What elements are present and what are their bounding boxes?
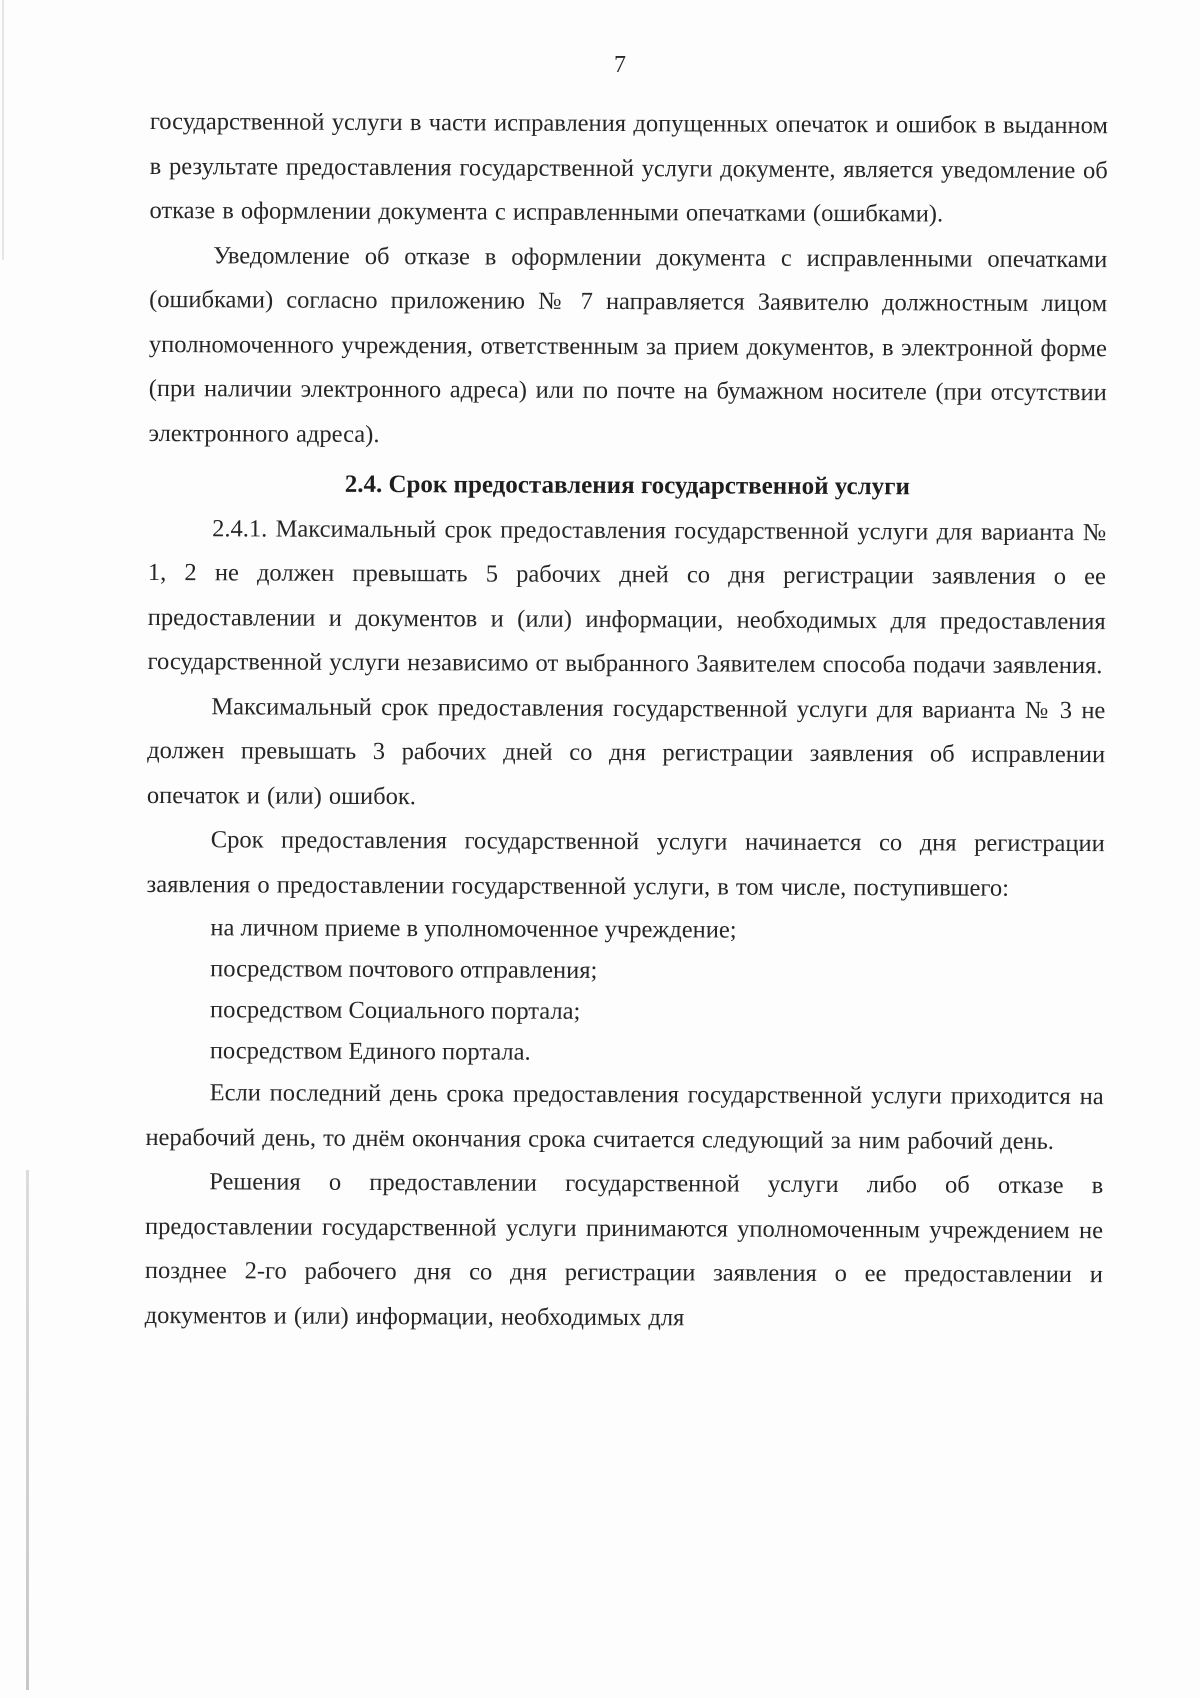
scan-edge-shadow-top xyxy=(2,0,4,260)
section-heading: 2.4. Срок предоставления государственной услуги xyxy=(344,470,910,501)
paragraph-decision-deadline: Решения о предоставлении государственной услуги либо об отказе в предоставлении государственной услуги принимаются уполномоченным учреждением не позднее 2-го рабочего дня со дня регистрации заявления о ее предоставлении и документов и (или) информации, необходимых для xyxy=(144,1168,1104,1331)
paragraph-non-working-day: Если последний день срока предоставления государственной услуги приходится на нерабочий день, то днём окончания срока считается следующий за ним рабочий день. xyxy=(145,1079,1104,1155)
list-item: посредством почтового отправления; xyxy=(210,955,598,984)
paragraph-term-start: Срок предоставления государственной услуги начинается со дня регистрации заявления о предоставлении государственной услуги, в том числе, поступившего: xyxy=(146,826,1105,902)
scan-edge-shadow xyxy=(26,1170,29,1690)
list-item: посредством Социального портала; xyxy=(209,996,581,1025)
page-number: 7 xyxy=(614,52,626,78)
paragraph-result-notice: государственной услуги в части исправления допущенных опечаток и ошибок в выданном в результате предоставления государственной услуги документе, является уведомление об отказе в оформлении документа с исправленными опечатками (ошибками). xyxy=(149,107,1108,228)
list-item: на личном приеме в уполномоченное учреждение; xyxy=(210,914,737,944)
paragraph-max-term-variants-1-2: 2.4.1. Максимальный срок предоставления государственной услуги для варианта № 1, 2 не должен превышать 5 рабочих дней со дня регистрации заявления о ее предоставлении и документов и (или) информации, необходимых для предоставления государственной услуги независимо от выбранного Заявителем способа подачи заявления. xyxy=(147,514,1107,680)
list-item: посредством Единого портала. xyxy=(209,1037,531,1066)
document-body xyxy=(145,100,1108,1342)
paragraph-max-term-variant-3: Максимальный срок предоставления государственной услуги для варианта № 3 не должен превышать 3 рабочих дней со дня регистрации заявления об исправлении опечаток и (или) ошибок. xyxy=(146,692,1106,810)
paragraph-refusal-notice: Уведомление об отказе в оформлении документа с исправленными опечатками (ошибками) согласно приложению № 7 направляется Заявителю должностным лицом уполномоченного учреждения, ответственным за прием документов, в электронной форме (при наличии электронного адреса) или по почте на бумажном носителе (при отсутствии электронного адреса). xyxy=(148,241,1108,448)
